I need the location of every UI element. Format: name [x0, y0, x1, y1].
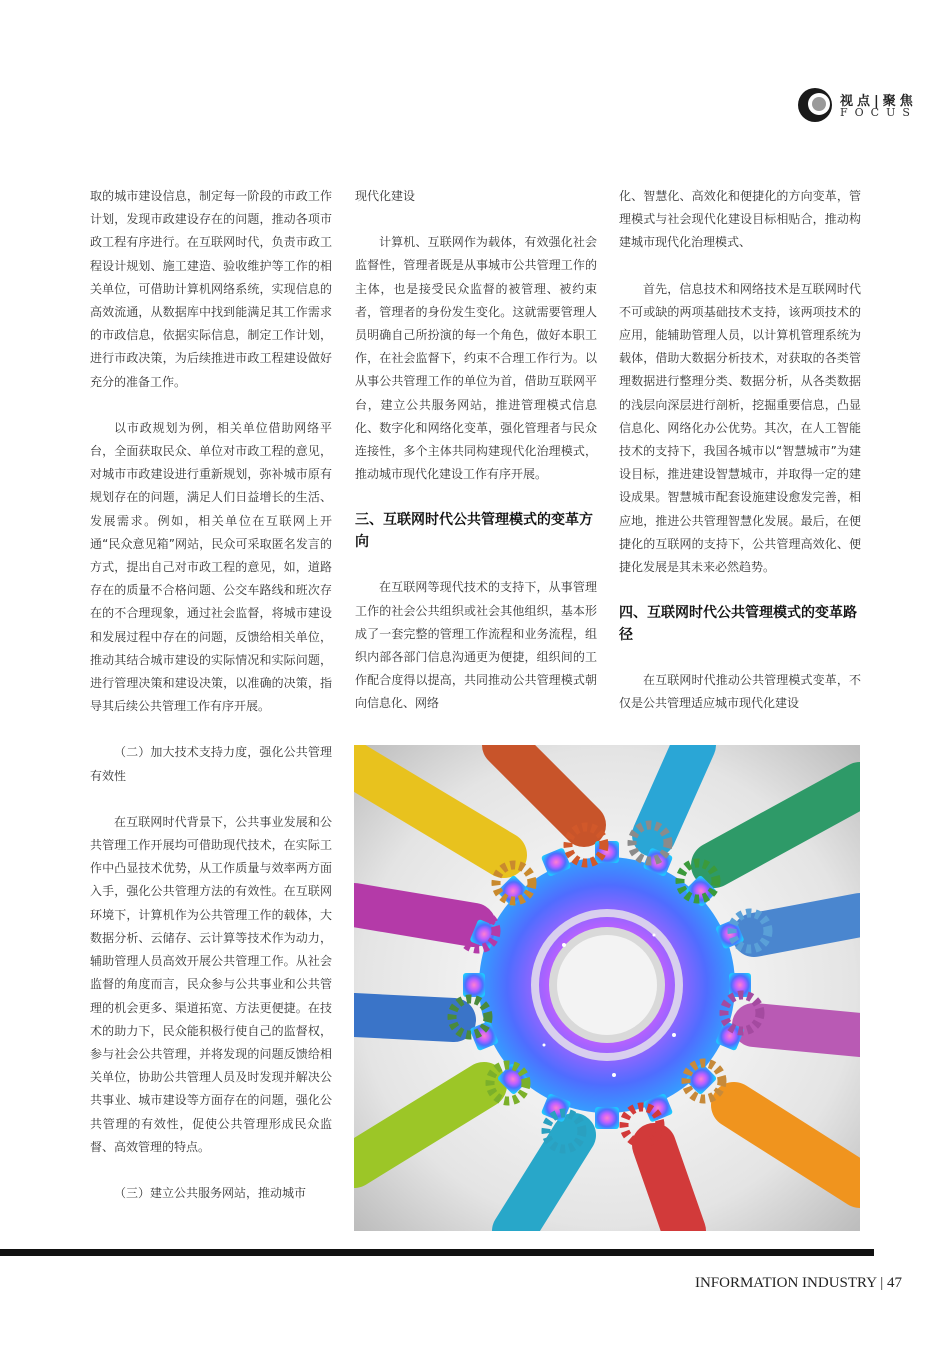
paragraph: 以市政规划为例，相关单位借助网络平台，全面获取民众、单位对市政工程的意见，对城市市政建设进行重新规划，弥补城市原有规划存在的问题，满足人们日益增长的生活、发展需求。例如，相关单位在互联网上开通“民众意见箱”网站，民众可采取匿名发言的方式，提出自己对市政工程的意见，如，道路存在的质量不合格问题、公交车路线和班次存在的不合理现象，通过社会监督，将城市建设和发展过程中存在的问题，反馈给相关单位，推动其结合城市建设的实际情况和实际问题，进行管理决策和建设决策，以准确的决策，指导其后续公共管理工作有序开展。: [90, 420, 332, 714]
section-heading: 四、互联网时代公共管理模式的变革路径: [619, 605, 857, 644]
section-heading: 三、互联网时代公共管理模式的变革方向: [355, 512, 593, 551]
section-title-cn: 视点|聚焦: [840, 94, 917, 109]
footer-page-label: INFORMATION INDUSTRY | 47: [694, 1275, 902, 1291]
column-3: [619, 185, 861, 716]
footer-rule: [0, 1249, 874, 1256]
paragraph: 取的城市建设信息，制定每一阶段的市政工作计划，发现市政建设存在的问题，推动各项市政工程有序进行。在互联网时代，负责市政工程设计规划、施工建造、验收维护等工作的相关单位，可借助计算机网络系统，实现信息的高效流通，从数据库中找到能满足其工作需求的市政信息，依据实际信息，制定工作计划，进行市政决策，为后续推进市政工程建设做好充分的准备工作。: [90, 189, 332, 389]
paragraph: 计算机、互联网作为载体，有效强化社会监督性，管理者既是从事城市公共管理工作的主体，也是接受民众监督的被管理、被约束者，管理者的身份发生变化。这就需要管理人员明确自己所扮演的每一个角色，做好本职工作，在社会监督下，约束不合理工作行为。以从事公共管理工作的单位为首，借助互联网平台，建立公共服务网站，推进管理模式信息化、数字化和网络化变革，强化管理者与民众连接性，多个主体共同构建现代化治理模式，推动城市现代化建设工作有序开展。: [355, 235, 597, 482]
paragraph: 在互联网等现代技术的支持下，从事管理工作的社会公共组织或社会其他组织，基本形成了一套完整的管理工作流程和业务流程，组织内部各部门信息沟通更为便捷，组织间的工作配合度得以提高，共同推动公共管理模式朝向信息化、网络: [355, 580, 597, 711]
paragraph: 化、智慧化、高效化和便捷化的方向变革，管理模式与社会现代化建设目标相贴合，推动构建城市现代化治理模式、: [619, 189, 861, 250]
gears-hands-illustration: [354, 745, 860, 1231]
column-2: [355, 185, 597, 716]
paragraph: 首先，信息技术和网络技术是互联网时代不可或缺的两项基础技术支持，该两项技术的应用，能辅助管理人员，以计算机管理系统为载体，借助大数据分析技术，对获取的各类管理数据进行整理分类、数据分析，从各类数据的浅层向深层进行剖析，挖掘重要信息，凸显信息化、网络化办公优势。其次，在人工智能技术的支持下，我国各城市以“智慧城市”为建设目标，推进建设智慧城市，并取得一定的建设成果。智慧城市配套设施建设愈发完善，相应地，推进公共管理智慧化发展。最后，在便捷化的互联网的支持下，公共管理高效化、便捷化发展是其未来必然趋势。: [619, 281, 861, 575]
paragraph: 在互联网时代背景下，公共事业发展和公共管理工作开展均可借助现代技术，在实际工作中凸显技术优势，从工作质量与效率两方面入手，强化公共管理方法的有效性。在互联网环境下，计算机作为公共管理工作的载体，大数据分析、云储存、云计算等技术作为动力，辅助管理人员高效开展公共管理工作。从社会监督的角度而言，民众参与公共事业和公共管理的机会更多、渠道拓宽、方法更便捷。在技术的助力下，民众能积极行使自己的监督权，参与社会公共管理，并将发现的问题反馈给相关单位，协助公共管理人员及时发现并解决公共事业、城市建设等方面存在的问题，强化公共管理的有效性，促使公共管理形成民众监督、高效管理的特点。: [90, 814, 332, 1154]
paragraph: 在互联网时代推动公共管理模式变革，不仅是公共管理适应城市现代化建设: [619, 673, 861, 711]
central-gear: [463, 841, 751, 1129]
subheading: （三）建立公共服务网站，推动城市: [114, 1185, 307, 1200]
subheading: （二）加大技术支持力度，强化公共管理有效性: [90, 745, 332, 783]
focus-logo-icon: [796, 86, 834, 124]
section-title-en: FOCUS: [840, 106, 917, 119]
paragraph: 现代化建设: [355, 189, 416, 203]
column-1: [90, 185, 332, 1205]
